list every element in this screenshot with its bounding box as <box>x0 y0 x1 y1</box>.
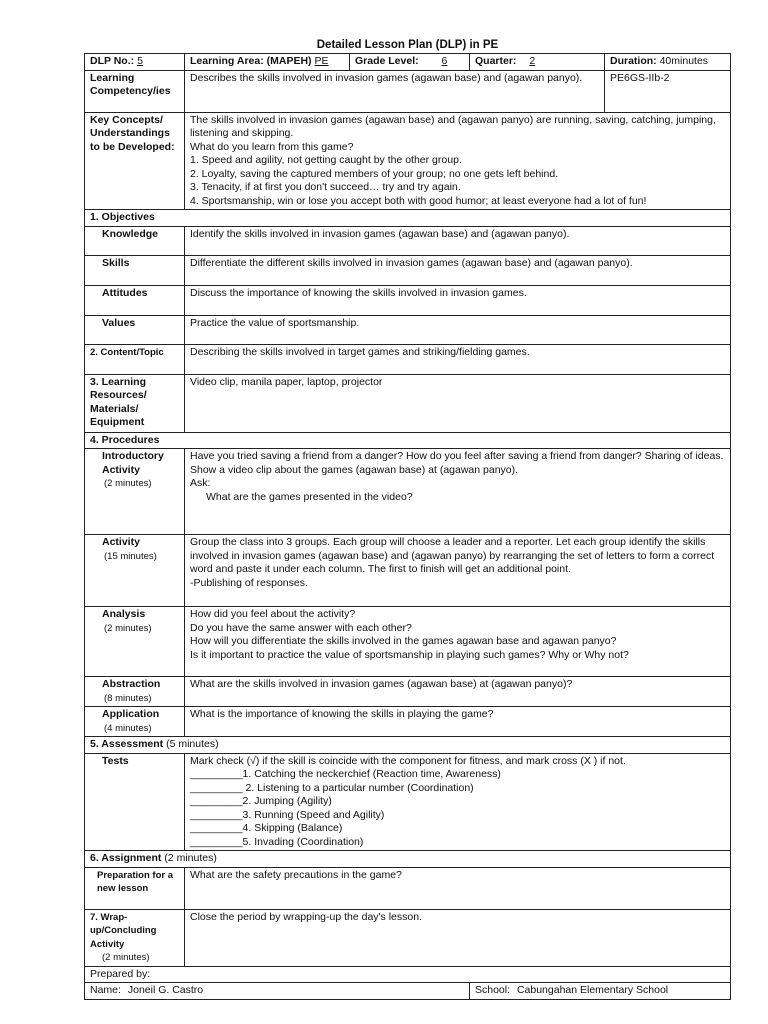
activity-row <box>85 535 731 607</box>
school-value: Cabungahan Elementary School <box>516 984 669 996</box>
dlp-no-cell: DLP No.: 5 <box>85 54 185 71</box>
key-concepts-text: The skills involved in invasion games (agawan base) and (agawan panyo) are running, saving, catching, jumping, listening and skipping. What do you learn from this game? 1. Speed and agility, not getting caught by the other group. 2. Loyalty, saving the captured members of your group; no one gets left behind. 3. Tenacity, if at first you don't succeed… try and try again. 4. Sportsmanship, win or lose you accept both with good humor; at least everyone had a lot of fun! <box>185 112 731 210</box>
assignment-heading-row <box>85 851 731 868</box>
header-row <box>85 54 731 71</box>
analysis-text: How did you feel about the activity? Do you have the same answer with each other? How will you differentiate the skills involved in the games agawan base and agawan panyo? Is it important to practice the value of sportsmanship in playing such games? Why or Why not? <box>185 607 731 677</box>
abstraction-text: What are the skills involved in invasion games (agawan base) at (agawan panyo)? <box>185 677 731 707</box>
skills-row <box>85 255 731 285</box>
quarter-cell: Quarter: 2 <box>470 54 605 71</box>
application-label: Application (4 minutes) <box>85 707 185 737</box>
duration-cell: Duration: 40minutes <box>605 54 731 71</box>
analysis-row <box>85 607 731 677</box>
abstraction-row <box>85 677 731 707</box>
wrapup-label: 7. Wrap-up/Concluding Activity (2 minutes) <box>85 909 185 966</box>
prepared-by-row <box>85 966 731 983</box>
learning-area-cell: Learning Area: (MAPEH) PE <box>185 54 350 71</box>
test-item: _________ 2. Listening to a particular number (Coordination) <box>190 781 474 794</box>
tests-row <box>85 753 731 851</box>
grade-value: 6 <box>441 55 448 67</box>
content-row <box>85 344 731 374</box>
name-value: Joneil G. Castro <box>127 984 204 996</box>
learning-area-value: PE <box>314 55 329 67</box>
introductory-label: Introductory Activity (2 minutes) <box>85 449 185 535</box>
assessment-time: (5 minutes) <box>166 738 219 750</box>
attitudes-text: Discuss the importance of knowing the skills involved in invasion games. <box>185 285 731 315</box>
knowledge-row <box>85 226 731 255</box>
knowledge-label: Knowledge <box>85 226 185 255</box>
wrapup-text: Close the period by wrapping-up the day's lesson. <box>185 909 731 966</box>
dlp-no-value: 5 <box>137 55 143 67</box>
signature-row <box>85 983 731 1000</box>
school-cell: School: Cabungahan Elementary School <box>470 983 731 1000</box>
tests-instruction: Mark check (√) if the skill is coincide with the component for fitness, and mark cross (X ) if not. <box>190 754 626 767</box>
attitudes-label: Attitudes <box>85 285 185 315</box>
test-item: _________1. Catching the neckerchief (Reaction time, Awareness) <box>190 768 501 780</box>
key-concepts-label: Key Concepts/ Understandings to be Developed: <box>85 112 185 210</box>
resources-text: Video clip, manila paper, laptop, projector <box>185 374 731 432</box>
assessment-heading-row <box>85 737 731 754</box>
wrapup-row <box>85 909 731 966</box>
preparation-row <box>85 867 731 909</box>
objectives-heading: 1. Objectives <box>85 210 731 227</box>
key-concepts-row <box>85 112 731 210</box>
attitudes-row <box>85 285 731 315</box>
knowledge-text: Identify the skills involved in invasion games (agawan base) and (agawan panyo). <box>185 226 731 255</box>
content-label: 2. Content/Topic <box>85 344 185 374</box>
test-item: _________2. Jumping (Agility) <box>190 795 332 807</box>
lesson-plan-table <box>84 53 731 1000</box>
competency-row <box>85 70 731 112</box>
competency-text: Describes the skills involved in invasion games (agawan base) and (agawan panyo). <box>185 70 605 112</box>
procedures-heading: 4. Procedures <box>85 432 731 449</box>
values-label: Values <box>85 315 185 344</box>
test-item: _________3. Running (Speed and Agility) <box>190 808 385 821</box>
preparation-label: Preparation for a new lesson <box>85 867 185 909</box>
tests-label: Tests <box>85 753 185 851</box>
abstraction-time: (8 minutes) <box>104 692 152 704</box>
activity-text: Group the class into 3 groups. Each group will choose a leader and a reporter. Let each group identify the skills involved in invasion games (agawan base) and (agawan panyo) by rearranging the set of letters to form a correct word and paste it under each column. The first to finish will get an additional point. -Publishing of responses. <box>185 535 731 607</box>
tests-text <box>185 753 731 851</box>
abstraction-label: Abstraction (8 minutes) <box>85 677 185 707</box>
values-text: Practice the value of sportsmanship. <box>185 315 731 344</box>
duration-value: 40minutes <box>659 55 709 67</box>
quarter-value: 2 <box>529 55 536 67</box>
document-title: Detailed Lesson Plan (DLP) in PE <box>316 39 499 51</box>
introductory-row <box>85 449 731 535</box>
application-time: (4 minutes) <box>104 722 152 734</box>
assignment-heading: 6. Assignment (2 minutes) <box>85 851 731 868</box>
preparation-text: What are the safety precautions in the game? <box>185 867 731 909</box>
prepared-by: Prepared by: <box>85 966 731 983</box>
objectives-heading-row <box>85 210 731 227</box>
procedures-heading-row <box>85 432 731 449</box>
skills-label: Skills <box>85 255 185 285</box>
test-item: _________4. Skipping (Balance) <box>190 822 343 834</box>
activity-label: Activity (15 minutes) <box>85 535 185 607</box>
values-row <box>85 315 731 344</box>
assessment-heading: 5. Assessment (5 minutes) <box>85 737 731 754</box>
test-item: _________5. Invading (Coordination) <box>190 835 364 848</box>
competency-code: PE6GS-IIb-2 <box>605 70 731 112</box>
competency-label: Learning Competency/ies <box>85 70 185 112</box>
assignment-time: (2 minutes) <box>164 852 217 864</box>
application-row <box>85 707 731 737</box>
resources-label: 3. Learning Resources/ Materials/ Equipment <box>85 374 185 432</box>
analysis-time: (2 minutes) <box>104 622 152 634</box>
application-text: What is the importance of knowing the skills in playing the game? <box>185 707 731 737</box>
content-text: Describing the skills involved in target games and striking/fielding games. <box>185 344 731 374</box>
grade-level-cell: Grade Level: 6 <box>350 54 470 71</box>
analysis-label: Analysis (2 minutes) <box>85 607 185 677</box>
activity-time: (15 minutes) <box>104 550 157 562</box>
introductory-time: (2 minutes) <box>104 478 152 489</box>
resources-row <box>85 374 731 432</box>
skills-text: Differentiate the different skills involved in invasion games (agawan base) and (agawan panyo). <box>185 255 731 285</box>
introductory-text: Have you tried saving a friend from a danger? How do you feel after saving a friend from danger? Sharing of ideas. Show a video clip about the games (agawan base) at (agawan panyo). Ask: What are the games presented in the video? <box>185 449 731 535</box>
wrapup-time: (2 minutes) <box>102 952 150 963</box>
name-cell: Name: Joneil G. Castro <box>85 983 470 1000</box>
